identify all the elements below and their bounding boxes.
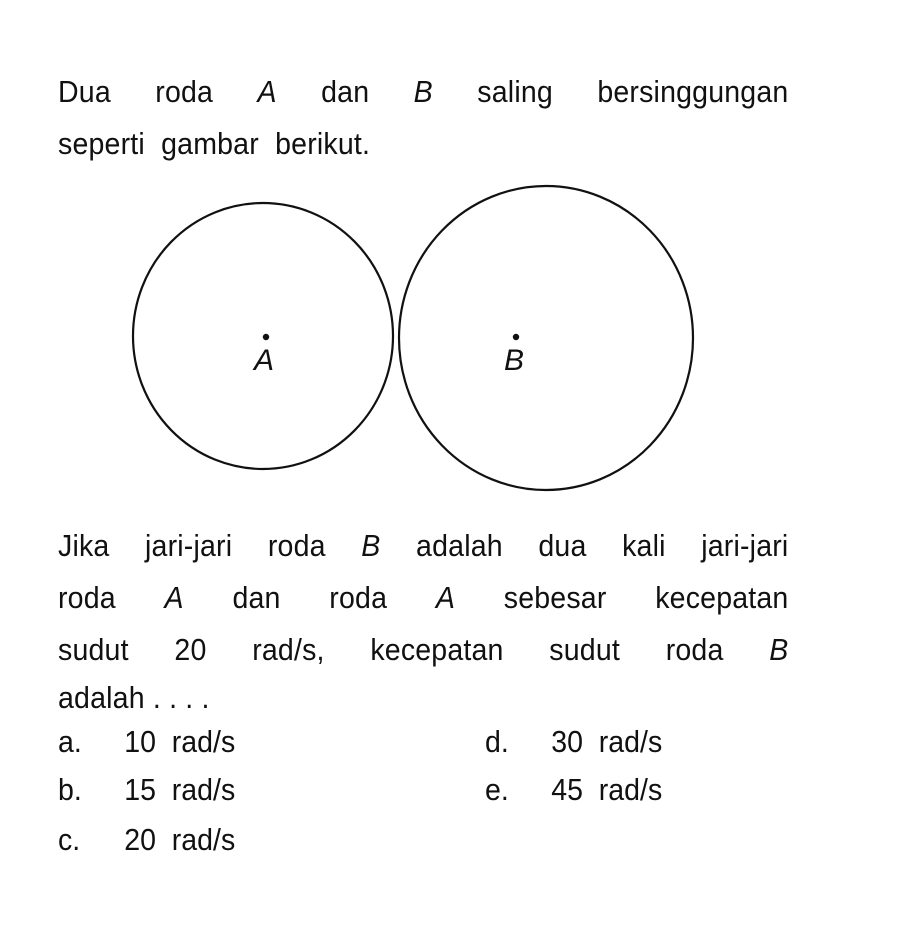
word: sudut [58,632,129,667]
option-d[interactable] [485,724,662,760]
word: roda [665,632,724,667]
wheel-a-label: A [254,344,275,377]
wheel-b-circle [399,186,693,490]
word: adalah [416,528,503,563]
word: dan [321,74,370,109]
word: rad/s, [252,632,325,667]
body-line-3 [58,632,788,668]
variable-a: A [164,580,184,615]
word: sudut [549,632,620,667]
word: jari-jari [701,528,789,563]
wheel-a-circle [133,203,393,469]
word: saling [477,74,553,109]
word: dan [232,580,281,615]
wheel-b-label: B [504,344,525,377]
option-a[interactable] [58,724,235,760]
option-letter: e. [485,772,509,807]
option-letter: b. [58,772,82,807]
option-value: 30 rad/s [551,724,663,759]
option-letter: a. [58,724,82,759]
word: Dua [58,74,111,109]
word: roda [329,580,388,615]
variable-b: B [769,632,789,667]
option-value: 10 rad/s [124,724,236,759]
word: roda [58,580,116,615]
word: Jika [58,528,110,563]
variable-b: B [361,528,381,563]
option-b[interactable] [58,772,235,808]
body-line-2 [58,580,788,616]
option-letter: c. [58,822,81,857]
intro-line-1 [58,74,788,110]
word: roda [267,528,326,563]
wheel-a-center-dot [263,334,269,340]
variable-b: B [413,74,433,109]
option-value: 45 rad/s [551,772,663,807]
variable-a: A [257,74,277,109]
word: kali [622,528,666,563]
word: kecepatan [655,580,789,615]
body-line-1 [58,528,788,564]
word: sebesar [503,580,607,615]
word: kecepatan [370,632,504,667]
option-value: 15 rad/s [124,772,236,807]
option-c[interactable] [58,822,235,858]
option-value: 20 rad/s [124,822,236,857]
option-e[interactable] [485,772,662,808]
word: bersinggungan [597,74,789,109]
intro-line-2: seperti gambar berikut. [58,126,371,161]
word: roda [155,74,214,109]
word: dua [538,528,587,563]
option-letter: d. [485,724,509,759]
body-line-4: adalah . . . . [58,680,210,715]
word: 20 [174,632,207,667]
word: jari-jari [145,528,233,563]
wheel-b-center-dot [513,334,519,340]
variable-a: A [435,580,456,615]
